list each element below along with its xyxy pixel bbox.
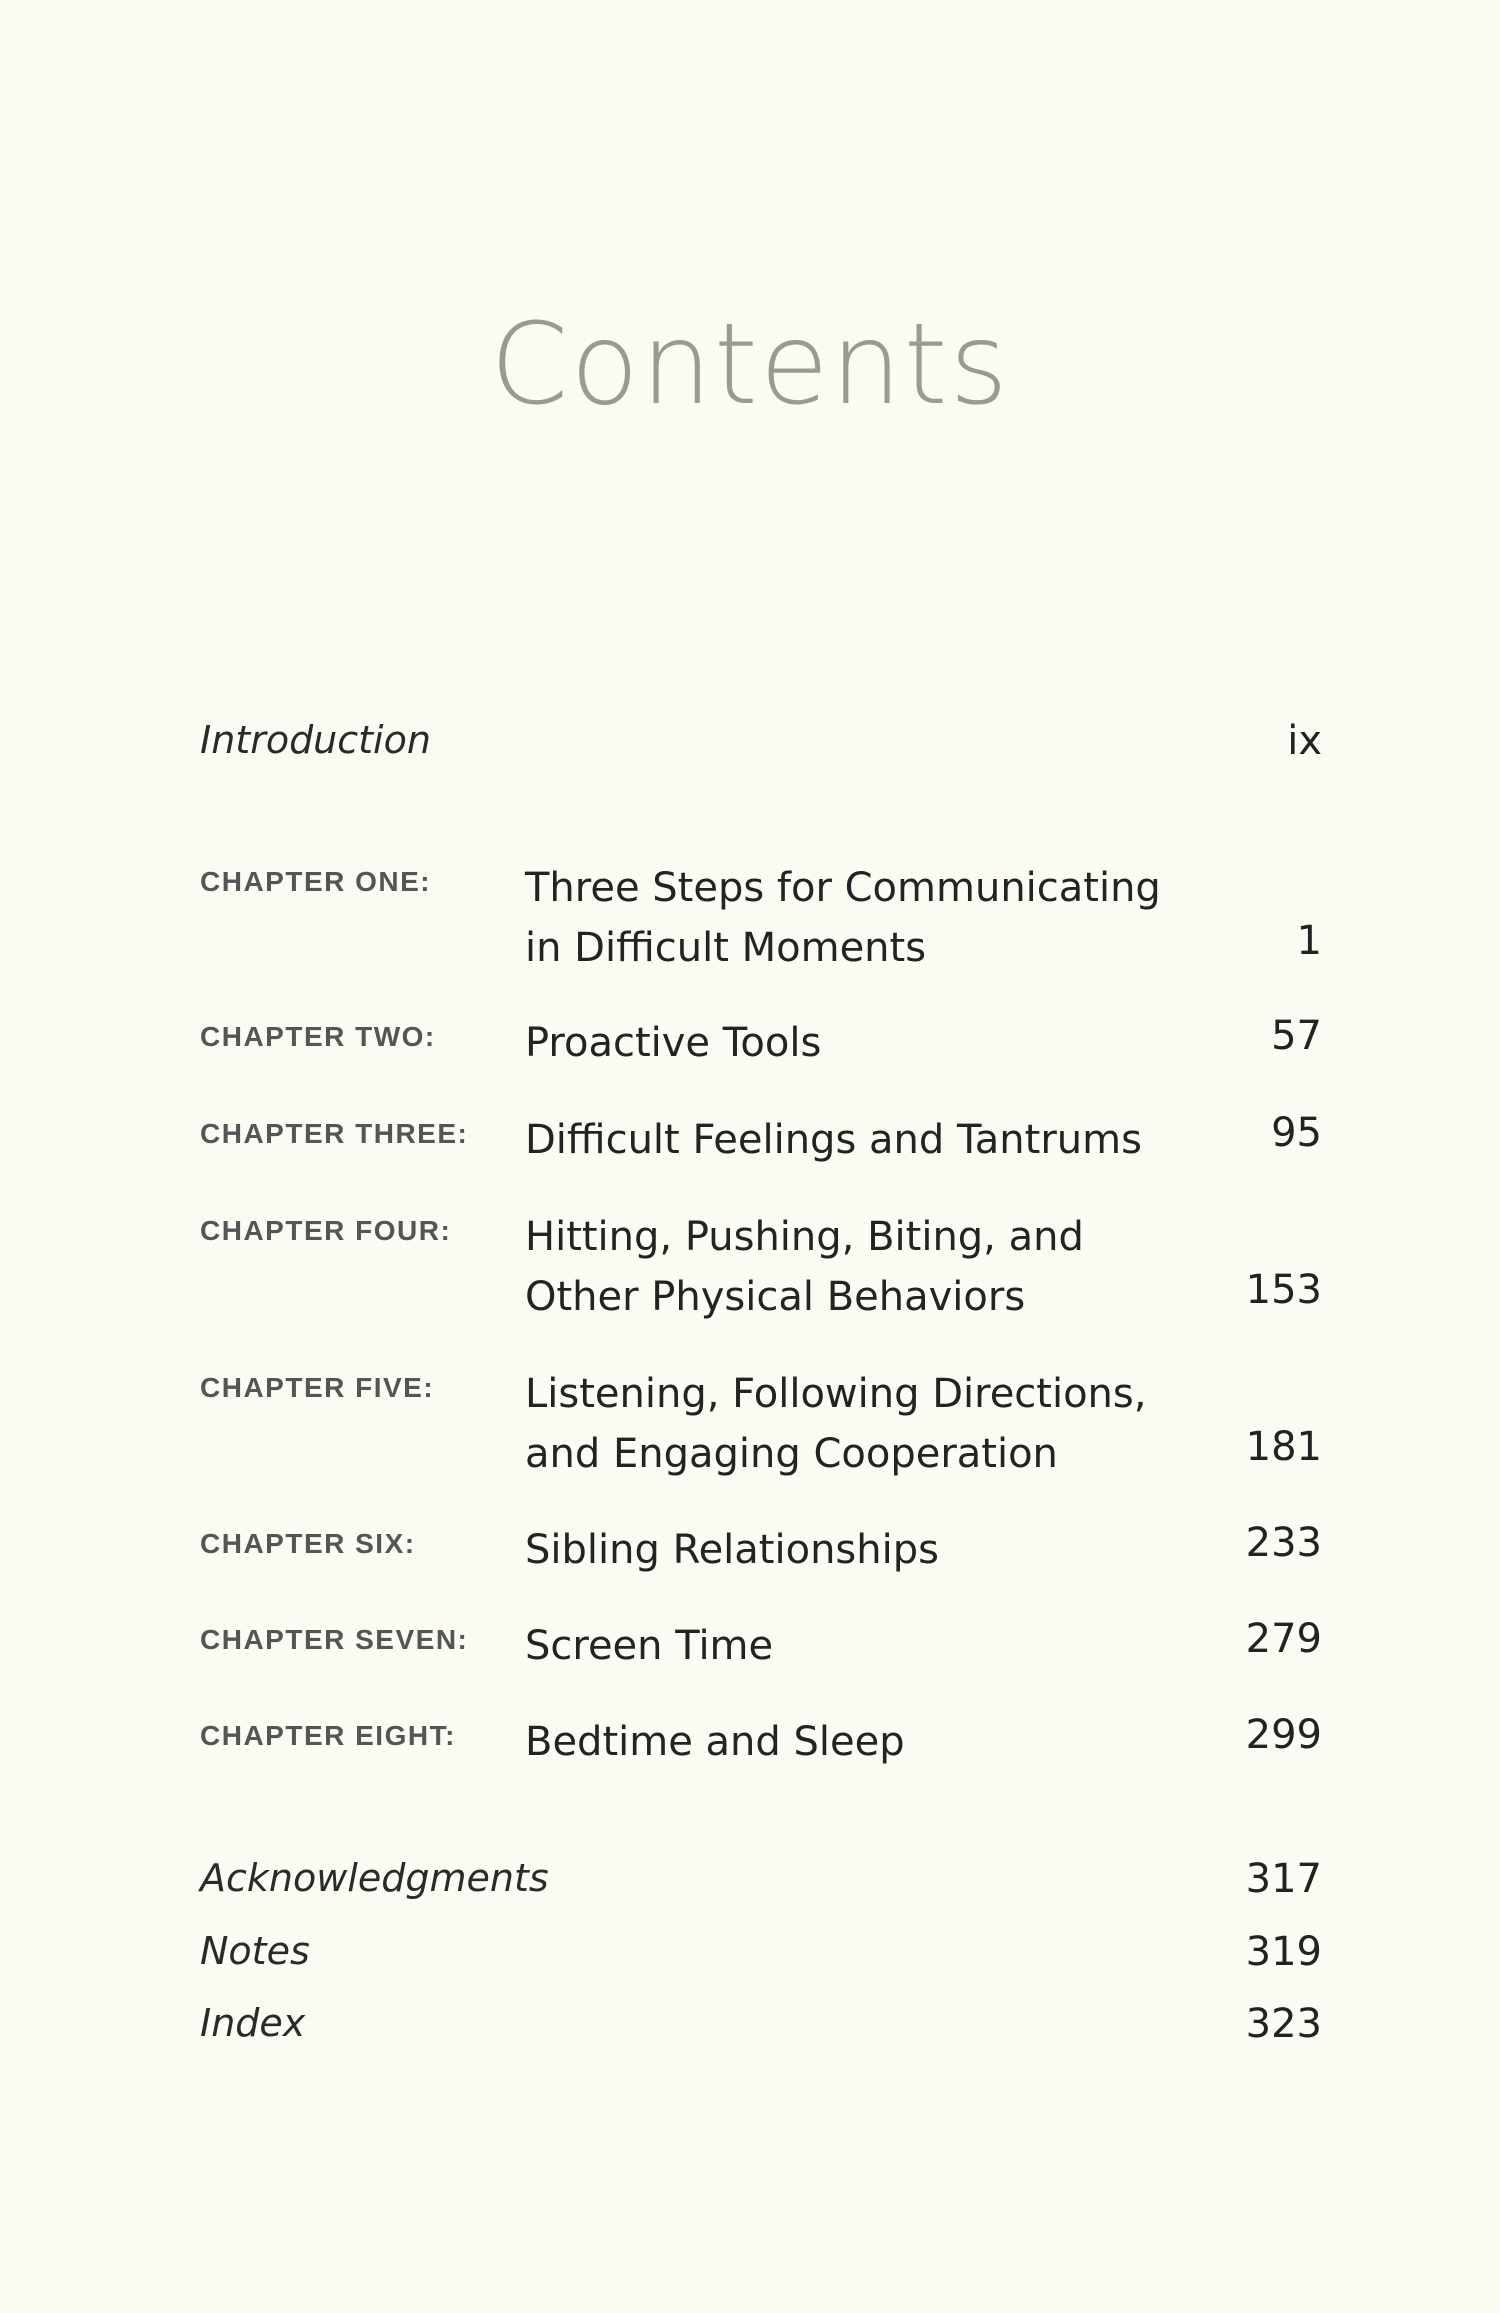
chapter-title-line: and Engaging Cooperation <box>525 1431 1058 1477</box>
toc-page-number: 95 <box>1271 1110 1322 1156</box>
chapter-label: CHAPTER SIX: <box>200 1528 416 1559</box>
toc-page-number: 233 <box>1245 1520 1322 1566</box>
chapter-label: CHAPTER SEVEN: <box>200 1624 469 1655</box>
chapter-title-line: Bedtime and Sleep <box>525 1719 905 1765</box>
toc-page-number: 57 <box>1271 1013 1322 1059</box>
chapter-title <box>525 1013 1165 1073</box>
chapter-title-line: in Difficult Moments <box>525 925 927 971</box>
chapter-title-line: Proactive Tools <box>525 1020 822 1066</box>
toc-page-number: 1 <box>1296 918 1322 964</box>
toc-page-number: 181 <box>1245 1424 1322 1470</box>
chapter-title-line: Listening, Following Directions, <box>525 1371 1147 1417</box>
chapter-title-line: Hitting, Pushing, Biting, and <box>525 1214 1084 1260</box>
toc-page-number: 323 <box>1245 2001 1322 2047</box>
chapter-title <box>525 1712 1165 1772</box>
chapter-label: CHAPTER FIVE: <box>200 1372 435 1403</box>
chapter-title <box>525 1364 1165 1484</box>
toc-page-number: 279 <box>1245 1616 1322 1662</box>
toc-page-number: 319 <box>1245 1929 1322 1975</box>
chapter-title <box>525 1110 1165 1170</box>
toc-page-number: 317 <box>1245 1856 1322 1902</box>
toc-entry-label: Index <box>200 2001 306 2045</box>
toc-page-number: ix <box>1287 718 1322 764</box>
toc-page-number: 153 <box>1245 1267 1322 1313</box>
chapter-title-line: Three Steps for Communicating <box>525 865 1161 911</box>
chapter-label: CHAPTER FOUR: <box>200 1215 452 1246</box>
toc-page-number: 299 <box>1245 1712 1322 1758</box>
chapter-label: CHAPTER ONE: <box>200 866 432 897</box>
toc-entry-label: Notes <box>200 1929 310 1973</box>
chapter-title-line: Other Physical Behaviors <box>525 1274 1026 1320</box>
chapter-label: CHAPTER THREE: <box>200 1118 469 1149</box>
chapter-title <box>525 858 1165 978</box>
chapter-title-line: Sibling Relationships <box>525 1527 939 1573</box>
chapter-title <box>525 1207 1165 1327</box>
page-title: Contents <box>490 300 1010 430</box>
chapter-label: CHAPTER EIGHT: <box>200 1720 456 1751</box>
chapter-label: CHAPTER TWO: <box>200 1021 436 1052</box>
toc-entry-label: Introduction <box>200 718 431 762</box>
toc-entry-label: Acknowledgments <box>200 1856 549 1900</box>
chapter-title <box>525 1520 1165 1580</box>
chapter-title-line: Screen Time <box>525 1623 774 1669</box>
chapter-title <box>525 1616 1165 1676</box>
chapter-title-line: Difficult Feelings and Tantrums <box>525 1117 1142 1163</box>
